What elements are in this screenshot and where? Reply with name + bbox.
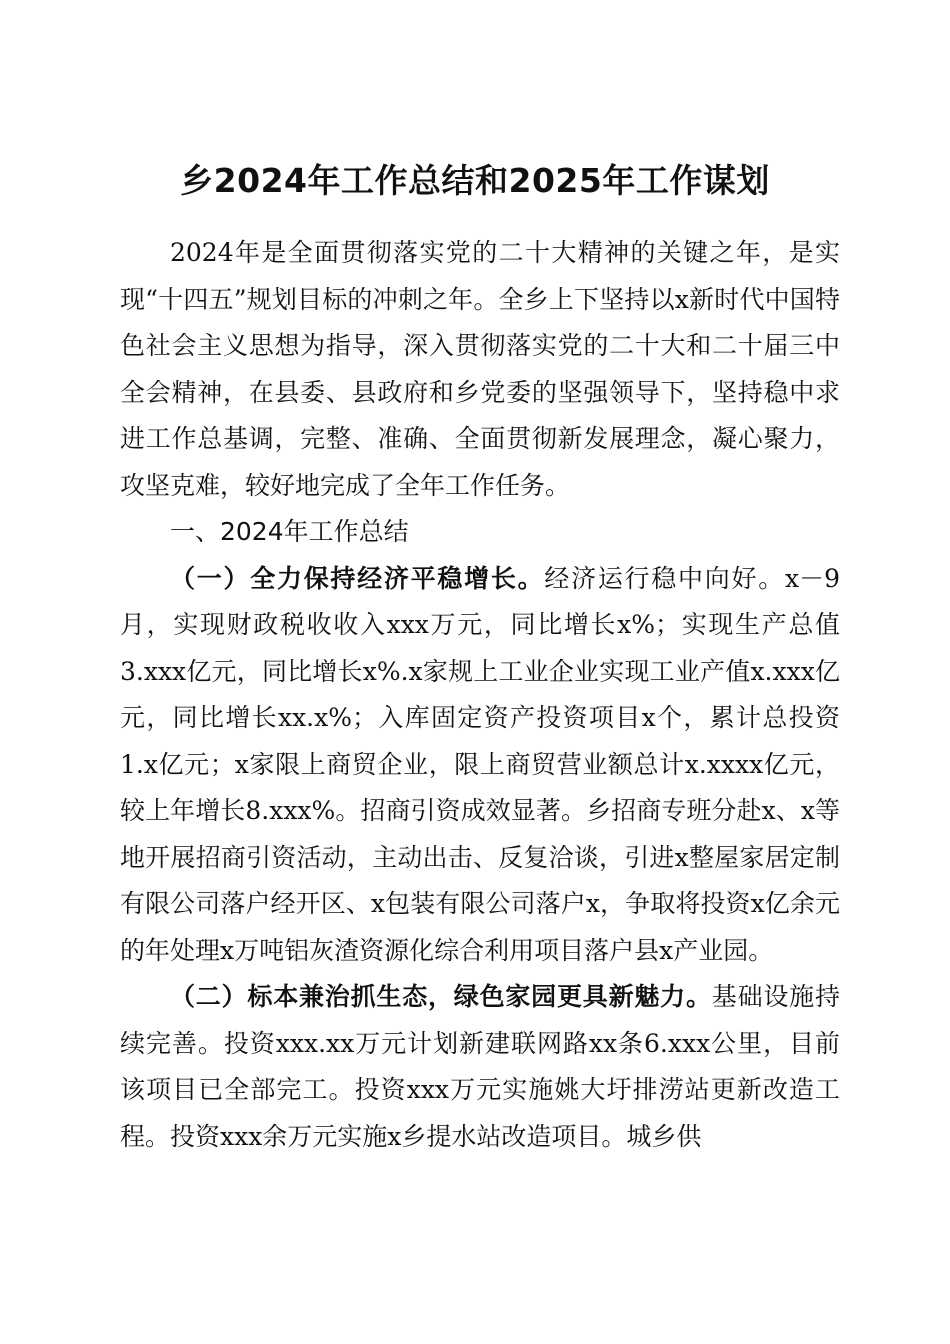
paragraph-economy-text: 经济运行稳中向好。x－9月，实现财政税收收入xxx万元，同比增长x%；实现生产总值3.xxx亿元，同比增长x%.x家规上工业企业实现工业产值x.xxx亿元，同比增长xx.x%；入库固定资产投资项目x个，累计总投资1.x亿元；x家限上商贸企业，限上商贸营业额总计x.xxxx亿元，较上年增长8.xxx%。招商引资成效显著。乡招商专班分赴x、x等地开展招商引资活动，主动出击、反复洽谈，引进x整屋家居定制有限公司落户经开区、x包装有限公司落户x，争取将投资x亿余元的年处理x万吨铝灰渣资源化综合利用项目落户县x产业园。 — [120, 563, 840, 965]
document-body — [120, 230, 840, 1160]
paragraph-ecology — [120, 974, 840, 1160]
paragraph-economy — [120, 556, 840, 975]
section-heading-work-summary: 一、2024年工作总结 — [170, 517, 409, 546]
paragraph-ecology-text: 基础设施持续完善。投资xxx.xx万元计划新建联网路xx条6.xxx公里，目前该项目已全部完工。投资xxx万元实施姚大圩排涝站更新改造工程。投资xxx余万元实施x乡提水站改造项目。城乡供 — [120, 982, 840, 1151]
subheading-economy: （一）全力保持经济平稳增长。 — [170, 563, 545, 593]
subheading-ecology: （二）标本兼治抓生态，绿色家园更具新魅力。 — [170, 982, 712, 1011]
intro-paragraph: 2024年是全面贯彻落实党的二十大精神的关键之年，是实现“十四五”规划目标的冲刺之年。全乡上下坚持以x新时代中国特色社会主义思想为指导，深入贯彻落实党的二十大和二十届三中全会精神，在县委、县政府和乡党委的坚强领导下，坚持稳中求进工作总基调，完整、准确、全面贯彻新发展理念，凝心聚力，攻坚克难，较好地完成了全年工作任务。 — [120, 238, 840, 500]
document-title: 乡2024年工作总结和2025年工作谋划 — [180, 161, 770, 201]
